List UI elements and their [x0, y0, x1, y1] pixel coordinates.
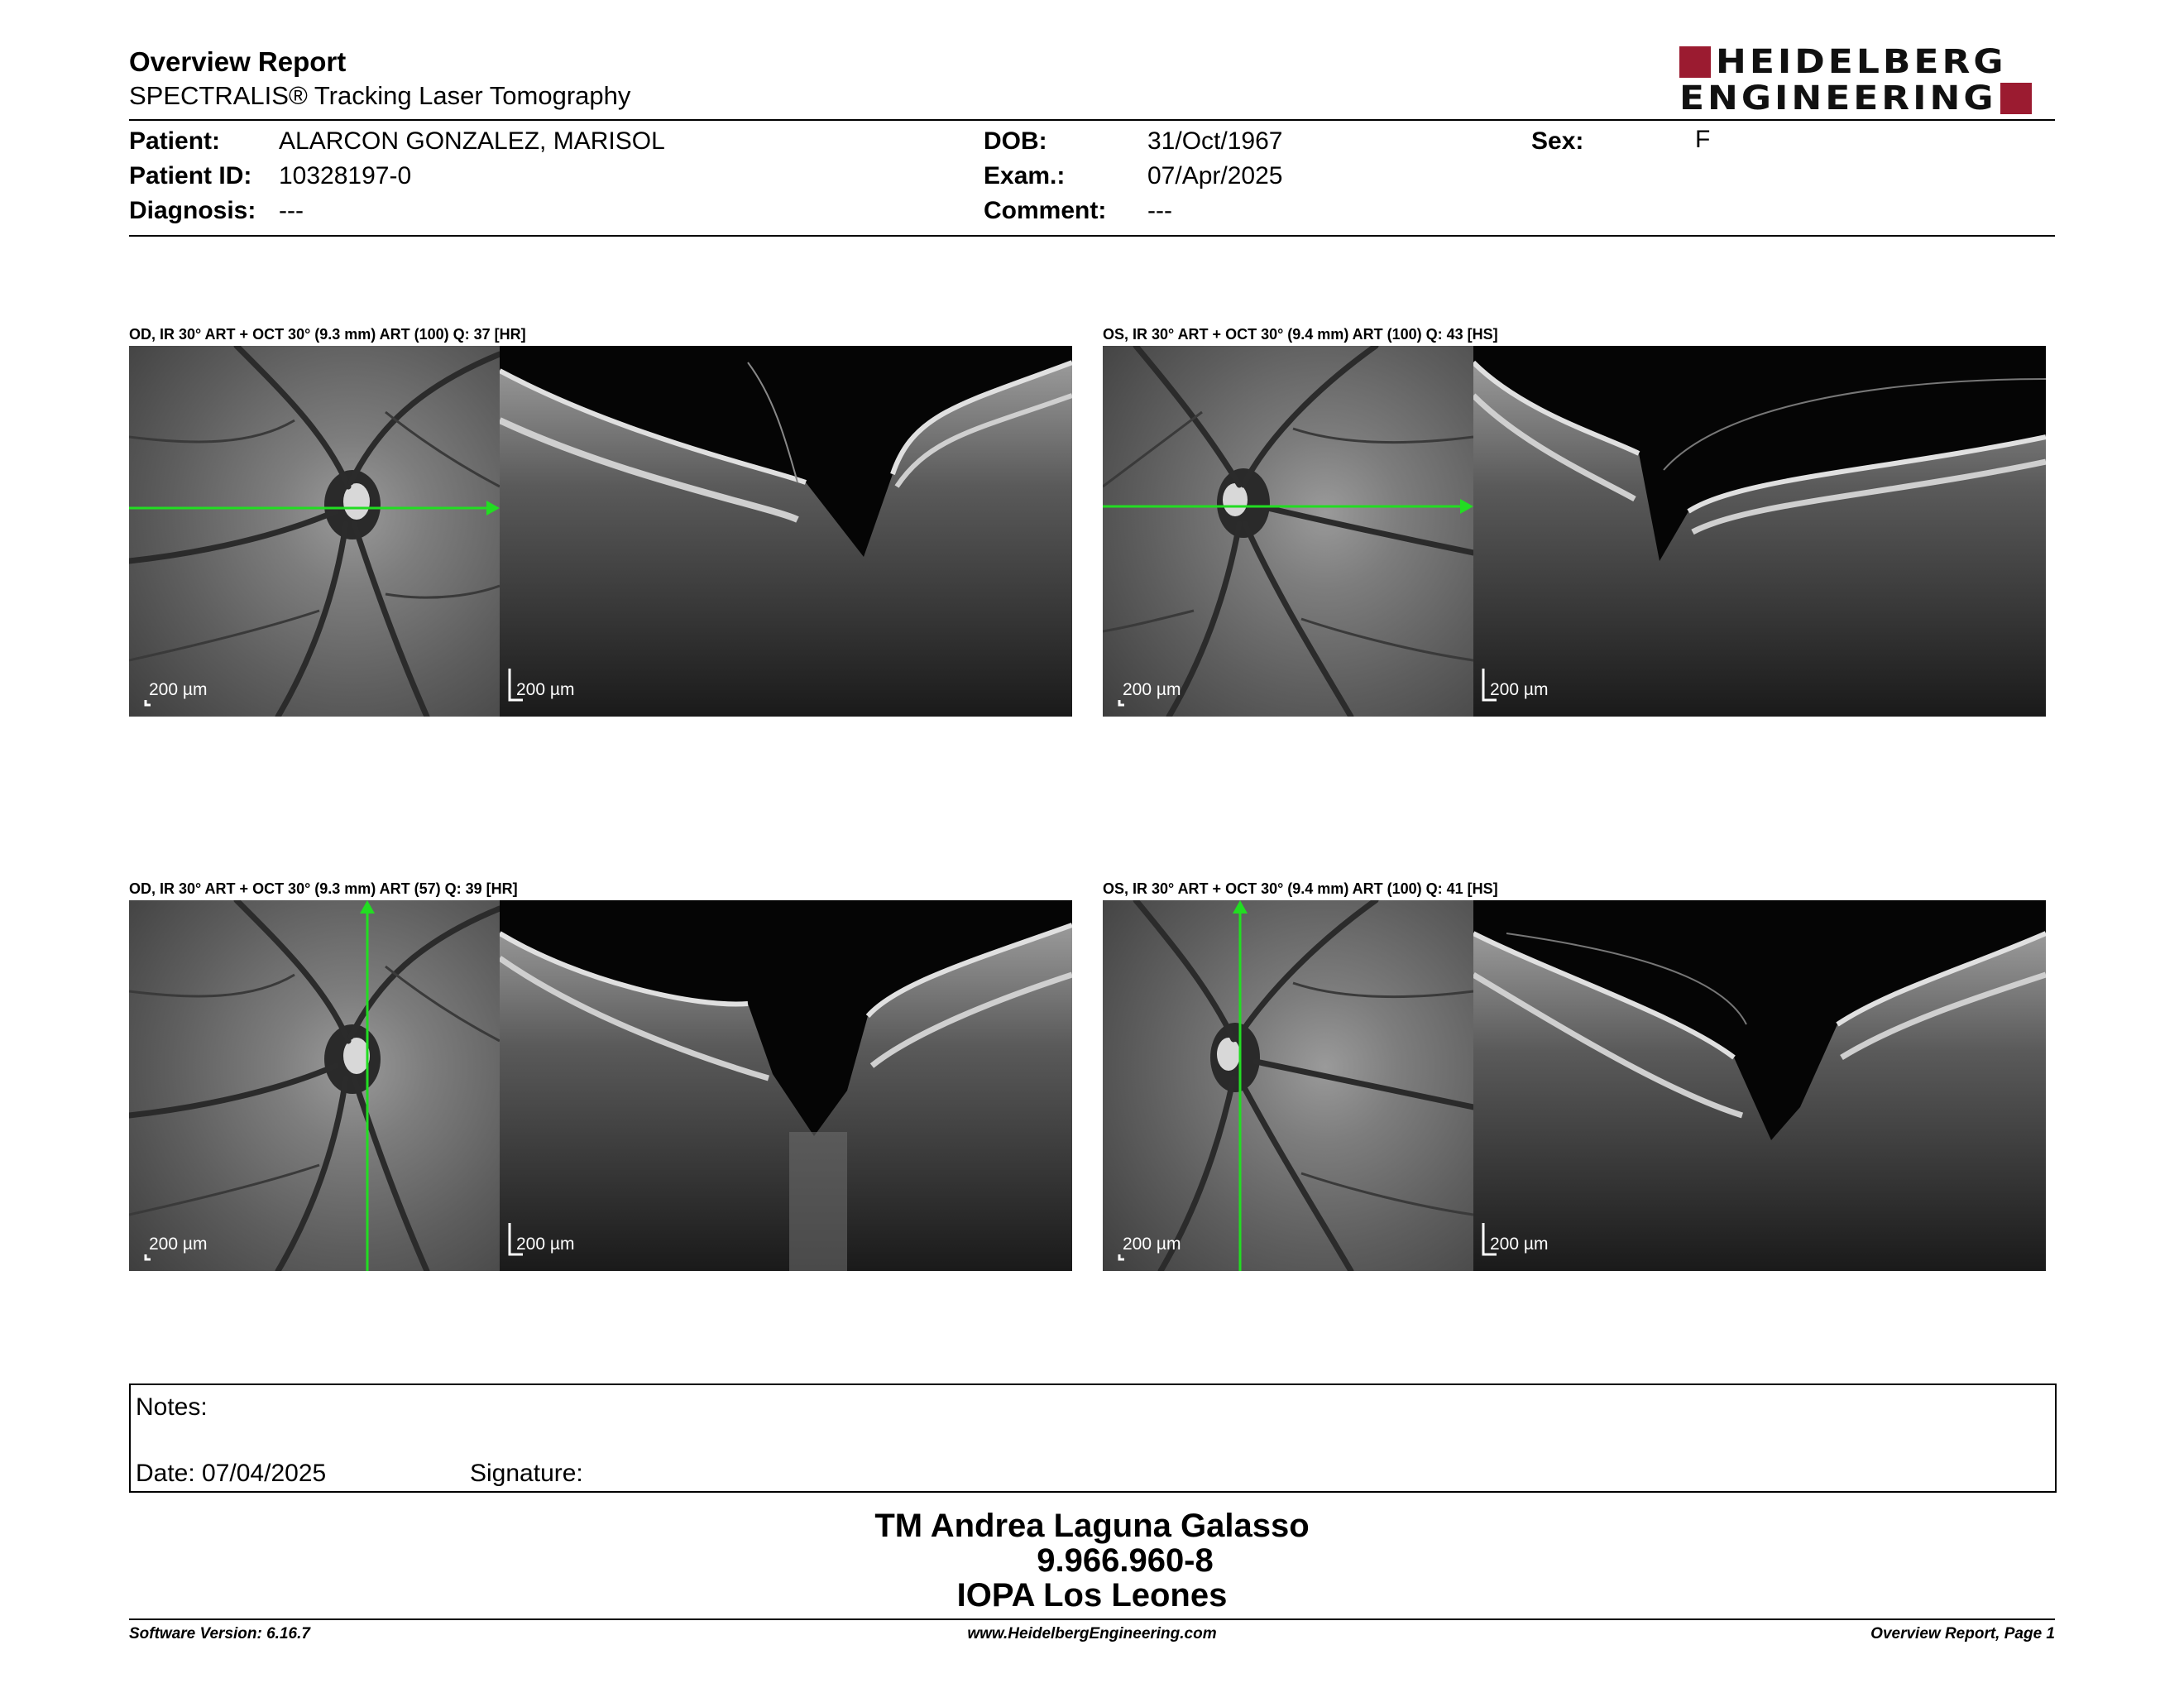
patient-divider	[129, 235, 2055, 237]
patient-id-value: 10328197-0	[279, 162, 412, 189]
logo-square-icon	[1679, 46, 1711, 78]
panel-caption: OS, IR 30° ART + OCT 30° (9.4 mm) ART (100) Q: 43 [HS]	[1103, 326, 1498, 343]
exam-value: 07/Apr/2025	[1147, 162, 1283, 189]
fundus-scale-label: 200 µm	[149, 1235, 208, 1254]
oct-panel-od-horizontal	[129, 346, 1072, 717]
comment-label: Comment:	[984, 197, 1107, 224]
signer-institution: IOPA Los Leones	[956, 1577, 1228, 1614]
comment-value: ---	[1147, 197, 1172, 224]
fundus-scale-label: 200 µm	[149, 680, 208, 699]
report-subtitle: SPECTRALIS® Tracking Laser Tomography	[129, 81, 631, 110]
fundus-vessels	[1103, 346, 1473, 717]
fundus-image	[1103, 900, 1473, 1271]
diagnosis-value: ---	[279, 197, 304, 224]
website-link[interactable]: www.HeidelbergEngineering.com	[967, 1625, 1217, 1642]
header-divider	[129, 119, 2055, 121]
panel-caption: OD, IR 30° ART + OCT 30° (9.3 mm) ART (100) Q: 37 [HR]	[129, 326, 526, 343]
fundus-image	[129, 900, 500, 1271]
signer-id: 9.966.960-8	[1037, 1542, 1214, 1579]
oct-panel-os-vertical	[1103, 900, 2046, 1271]
fundus-image	[129, 346, 500, 717]
patient-label: Patient:	[129, 127, 221, 155]
fundus-scale-label: 200 µm	[1123, 680, 1181, 699]
oct-bscan-layers	[1473, 900, 2046, 1271]
oct-bscan-layers	[500, 900, 1072, 1271]
patient-name: ALARCON GONZALEZ, MARISOL	[279, 127, 665, 155]
dob-value: 31/Oct/1967	[1147, 127, 1283, 155]
page-number: Overview Report, Page 1	[1870, 1625, 2055, 1642]
notes-box	[129, 1383, 2057, 1493]
scan-scale-label: 200 µm	[1490, 1235, 1549, 1254]
logo-line-1: HEIDELBERG	[1716, 42, 2007, 81]
logo-square-icon	[2000, 83, 2032, 114]
fundus-image	[1103, 346, 1473, 717]
fundus-scale-label: 200 µm	[1123, 1235, 1181, 1254]
exam-label: Exam.:	[984, 162, 1066, 189]
date-label: Date: 07/04/2025	[136, 1460, 327, 1487]
patient-id-label: Patient ID:	[129, 162, 252, 189]
oct-bscan-image	[1473, 346, 2046, 717]
panel-caption: OD, IR 30° ART + OCT 30° (9.3 mm) ART (57) Q: 39 [HR]	[129, 880, 518, 897]
oct-bscan-layers	[500, 346, 1072, 717]
sex-value: F	[1695, 126, 1711, 153]
logo-line-2: ENGINEERING	[1679, 79, 1997, 117]
signer-name: TM Andrea Laguna Galasso	[874, 1508, 1310, 1544]
oct-bscan-layers	[1473, 346, 2046, 717]
dob-label: DOB:	[984, 127, 1047, 155]
diagnosis-label: Diagnosis:	[129, 197, 256, 224]
panel-caption: OS, IR 30° ART + OCT 30° (9.4 mm) ART (100) Q: 41 [HS]	[1103, 880, 1498, 897]
sex-label: Sex:	[1531, 127, 1584, 155]
footer-divider	[129, 1618, 2055, 1620]
report-title: Overview Report	[129, 46, 347, 77]
scan-scale-label: 200 µm	[516, 680, 575, 699]
oct-bscan-image	[1473, 900, 2046, 1271]
signature-label: Signature:	[470, 1460, 583, 1487]
oct-bscan-image	[500, 346, 1072, 717]
fundus-vessels	[129, 900, 500, 1271]
scan-scale-label: 200 µm	[516, 1235, 575, 1254]
notes-label: Notes:	[136, 1393, 208, 1421]
fundus-vessels	[129, 346, 500, 717]
software-version: Software Version: 6.16.7	[129, 1625, 310, 1642]
scan-scale-label: 200 µm	[1490, 680, 1549, 699]
heidelberg-logo	[1679, 42, 2055, 117]
oct-panel-od-vertical	[129, 900, 1072, 1271]
fundus-vessels	[1103, 900, 1473, 1271]
oct-bscan-image	[500, 900, 1072, 1271]
oct-panel-os-horizontal	[1103, 346, 2046, 717]
